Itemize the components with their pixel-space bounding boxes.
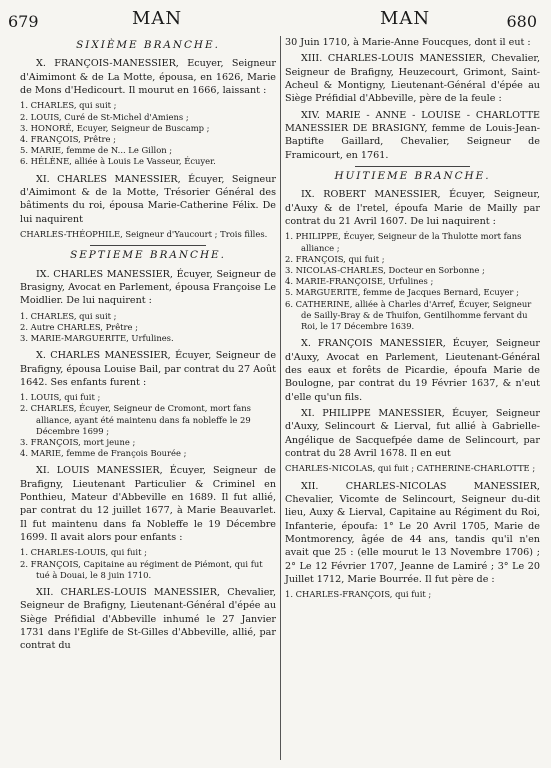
list-item: 3. HONORÉ, Ecuyer, Seigneur de Buscamp ;	[20, 122, 210, 133]
paragraph: XI. LOUIS MANESSIER, Écuyer, Seigneur de Brafigny, Lieutenant Particulier & Criminel en Ponthieu, Mateur d'Abbeville en 1689. Il fut allié, par contrat du 12 juillet 1677, à Marie Beauvarlet. Il fut maintenu dans fa Nobleffe le 19 Décembre 1699. Il avait alors pour enfants :	[20, 465, 276, 544]
list-item: 2. CHARLES, Écuyer, Seigneur de Cromont, mort fans alliance, ayant été maintenu dans fa nobleffe le 29 Décembre 1699 ;	[20, 403, 251, 436]
paragraph: XIV. MARIE - ANNE - LOUISE - CHARLOTTE MANESSIER DE BRASIGNY, femme de Louis-Jean-Baptifte Gaillard, Chevalier, Seigneur de Framicourt, en 1761.	[285, 109, 540, 161]
list-item: 4. MARIE, femme de François Bourée ;	[20, 448, 187, 459]
children-list	[285, 231, 540, 332]
list-item: 3. NICOLAS-CHARLES, Docteur en Sorbonne ;	[285, 265, 485, 276]
paragraph: IX. ROBERT MANESSIER, Écuyer, Seigneur, d'Auxy & de l'retel, époufa Marie de Mailly par contrat du 21 Avril 1607. De lui naquirent :	[285, 189, 540, 228]
running-head-right: MAN	[380, 8, 431, 29]
list-item: 4. MARIE-FRANÇOISE, Urfulines ;	[285, 276, 434, 287]
paragraph: XII. CHARLES-LOUIS MANESSIER, Chevalier, Seigneur de Brafigny, Lieutenant-Général d'épée au Siège Préfidial d'Abbeville inhumé le 27 Janvier 1731 dans l'Eglife de St-Gilles d'Abbeville, allié, par contrat du	[20, 587, 276, 652]
list-item: 1. CHARLES-FRANÇOIS, qui fuit ;	[285, 589, 432, 600]
list-item: 1. LOUIS, qui fuit ;	[20, 392, 101, 403]
section-title-seventh-branch: SEPTIEME BRANCHE.	[70, 249, 226, 262]
list-item: 2. FRANÇOIS, Capitaine au régiment de Piémont, qui fut tué à Douai, le 8 juin 1710.	[20, 558, 263, 580]
page-number-left: 679	[8, 12, 39, 31]
list-item: 3. MARIE-MARGUERITE, Urfulines.	[20, 332, 174, 343]
section-title-eighth-branch: HUITIEME BRANCHE.	[334, 170, 491, 183]
paragraph: XII. CHARLES-NICOLAS MANESSIER, Chevalier, Vicomte de Selincourt, Seigneur du-dit lieu, Auxy & Lierval, Capitaine au Régiment du Roi, Infanterie, époufa: 1° Le 20 Avril 1705, Marie de Montmorency, âgée de 44 ans, tandis qu'il n'en avait que 25 : (elle mourut le 13 Novembre 1706) ; 2° Le 12 Février 1707, Jeanne de Lamiré ; 3° Le 20 Juillet 1712, Marie Bourrée. Il fut père de :	[285, 480, 540, 585]
list-item: 5. MARGUERITE, femme de Jacques Bernard, Ecuyer ;	[285, 287, 519, 298]
list-item: 1. CHARLES, qui suit ;	[20, 100, 117, 111]
page-number-right: 680	[506, 12, 537, 31]
list-item: 6. CATHERINE, alliée à Charles d'Arref, Écuyer, Seigneur de Sailly-Bray & de Thuifon, Gentilhomme fervant du Roi, le 17 Décembre 1639.	[285, 298, 532, 332]
paragraph: XI. PHILIPPE MANESSIER, Écuyer, Seigneur d'Auxy, Selincourt & Lierval, fut allié à Gabrielle-Angélique de Sacquefpée dame de Selincourt, par contrat du 28 Avril 1678. Il en eut	[285, 408, 540, 460]
paragraph: X. FRANÇOIS MANESSIER, Écuyer, Seigneur d'Auxy, Avocat en Parlement, Lieutenant-Général des eaux et forêts de Picardie, époufa Marie de Boulogne, par contrat du 19 Février 1637, & n'eut d'elle qu'un fils.	[285, 338, 540, 403]
section-rule	[355, 166, 470, 167]
list-item: 1. CHARLES-LOUIS, qui fuit ;	[20, 547, 147, 558]
children-list	[20, 311, 276, 345]
descendants-note: CHARLES-THÉOPHILE, Seigneur d'Yaucourt ; Trois filles.	[20, 228, 268, 239]
list-item: 1. PHILIPPE, Écuyer, Seigneur de la Thulotte mort fans alliance ;	[285, 231, 522, 253]
children-list	[20, 100, 276, 167]
section-rule	[90, 245, 206, 246]
list-item: 2. FRANÇOIS, qui fuit ;	[285, 253, 385, 264]
list-item: 2. LOUIS, Curé de St-Michel d'Amiens ;	[20, 111, 189, 122]
paragraph: XIII. CHARLES-LOUIS MANESSIER, Chevalier, Seigneur de Brafigny, Heuzecourt, Grimont, Saint-Acheul & Montigny, Lieutenant-Général d'épée au Siège Préfidial d'Abbeville, père de la feule :	[285, 53, 540, 105]
children-list	[20, 547, 276, 581]
column-divider	[280, 36, 281, 760]
paragraph: XI. CHARLES MANESSIER, Écuyer, Seigneur d'Aimimont & de la Motte, Trésorier Général des bâtiments du roi, épousa Marie-Catherine Félix. De lui naquirent	[20, 173, 276, 225]
paragraph: X. CHARLES MANESSIER, Écuyer, Seigneur de Brafigny, épousa Louise Bail, par contrat du 27 Août 1642. Ses enfants furent :	[20, 350, 276, 388]
children-list	[20, 392, 276, 459]
list-item: 2. Autre CHARLES, Prêtre ;	[20, 321, 138, 332]
list-item: 1. CHARLES, qui suit ;	[20, 310, 117, 321]
paragraph: X. FRANÇOIS-MANESSIER, Ecuyer, Seigneur d'Aimimont & de La Motte, épousa, en 1626, Marie de Mons d'Hedicourt. Il mourut en 1666, laissant :	[20, 58, 276, 97]
paragraph-continued: 30 Juin 1710, à Marie-Anne Foucques, dont il eut :	[285, 37, 531, 48]
list-item: 5. MARIE, femme de N... Le Gillon ;	[20, 145, 173, 156]
list-item: 6. HÉLÈNE, alliée à Louis Le Vasseur, Écuyer.	[20, 156, 216, 167]
running-head-left: MAN	[132, 8, 183, 29]
paragraph: IX. CHARLES MANESSIER, Écuyer, Seigneur de Brasigny, Avocat en Parlement, épousa Françoise Le Moidlier. De lui naquirent :	[20, 268, 276, 307]
right-column	[285, 36, 540, 606]
children-list	[285, 589, 540, 600]
list-item: 3. FRANÇOIS, mort jeune ;	[20, 437, 136, 447]
descendants-note: CHARLES-NICOLAS, qui fuit ; CATHERINE-CHARLOTTE ;	[285, 463, 536, 474]
left-column	[20, 36, 276, 656]
page-header	[0, 8, 551, 34]
section-title-sixth-branch: SIXIÈME BRANCHE.	[76, 39, 220, 51]
list-item: 4. FRANÇOIS, Prêtre ;	[20, 133, 116, 144]
